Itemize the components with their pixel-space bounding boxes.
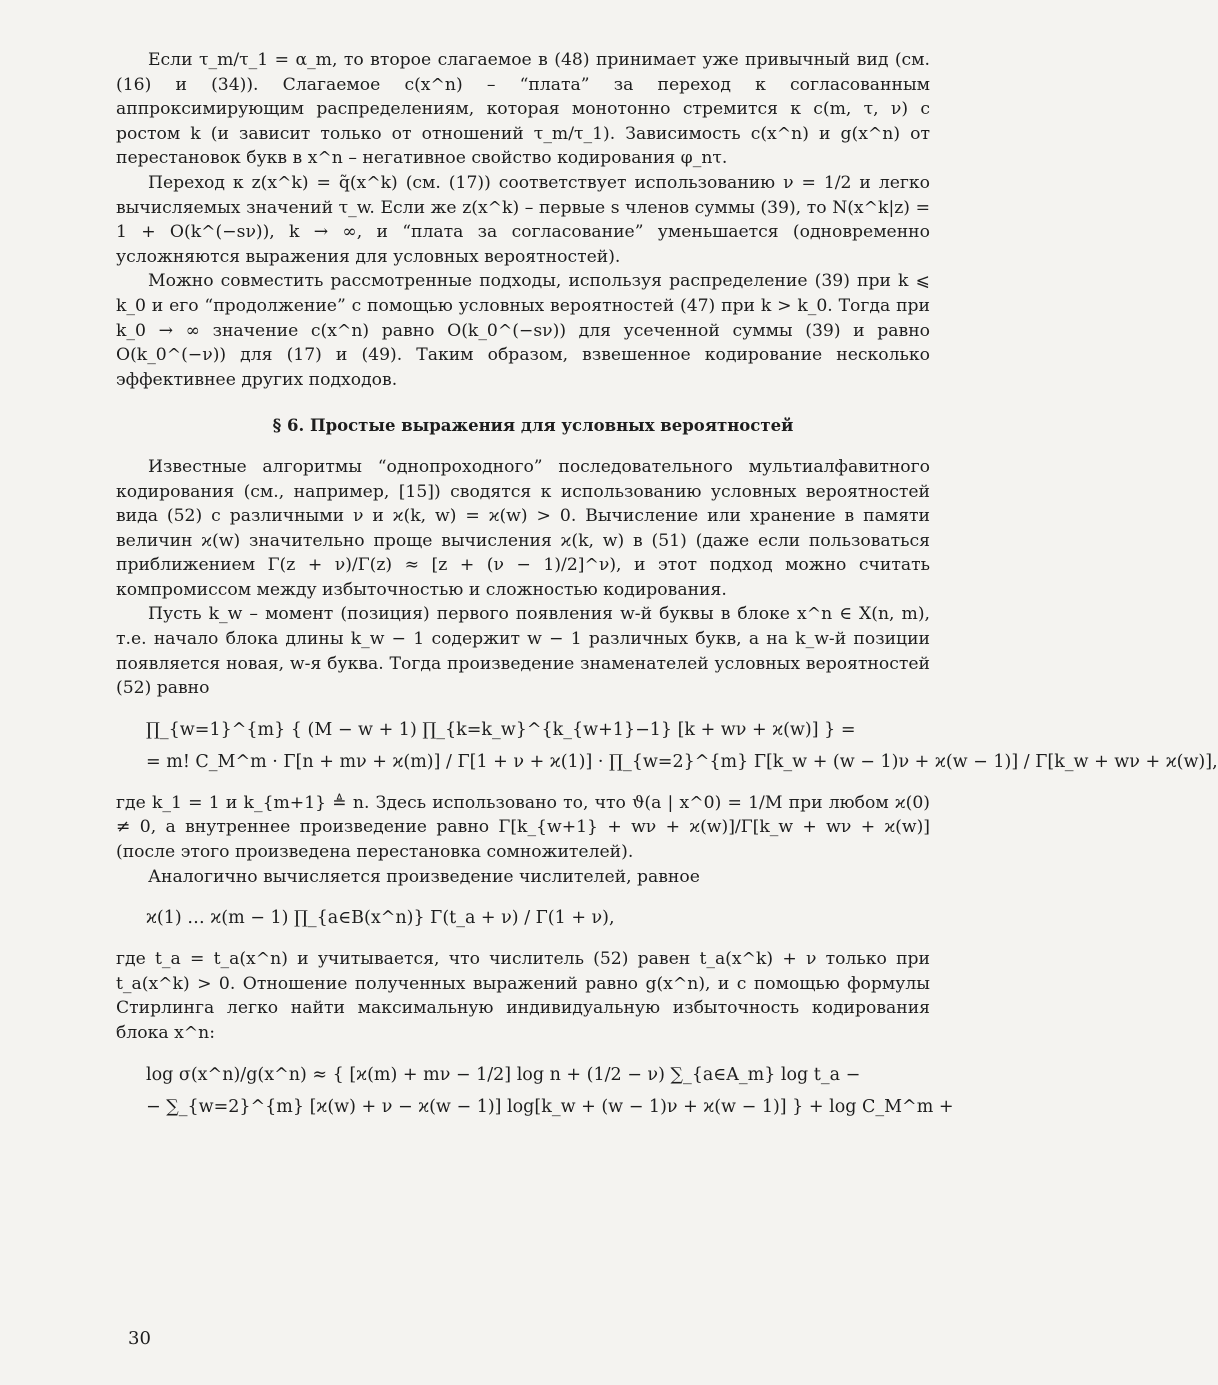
formula-numerators bbox=[146, 905, 930, 931]
section-title: § 6. Простые выражения для условных вероятностей bbox=[272, 416, 794, 436]
formula-1-line-1: ∏_{w=1}^{m} { (M − w + 1) ∏_{k=k_w}^{k_{w+1}−1} [k + wν + ϰ(w)] } = bbox=[146, 719, 856, 740]
paragraph-numerators: Аналогично вычисляется произведение числителей, равное bbox=[148, 866, 700, 887]
formula-3-line-2: − ∑_{w=2}^{m} [ϰ(w) + ν − ϰ(w − 1)] log[k_w + (w − 1)ν + ϰ(w − 1)] } + log C_M^m + bbox=[146, 1096, 954, 1117]
paragraph-2: Переход к z(x^k) = q̃(x^k) (см. (17)) соответствует использованию ν = 1/2 и легко вычисляемых значений τ_w. Если же z(x^k) – первые s членов суммы (39), то N(x^k|z) = 1 + O(k^(−sν)), k → ∞, и “плата за согласование” уменьшается (одновременно усложняются выражения для условных вероятностей). bbox=[116, 172, 930, 267]
paragraph-1: Если τ_m/τ_1 = α_m, то второе слагаемое в (48) принимает уже привычный вид (см. (16) и (34)). Слагаемое c(x^n) – “плата” за переход к согласованным аппроксимирующим распределениям, которая монотонно стремится к c(m, τ, ν) с ростом k (и зависит только от отношений τ_m/τ_1). Зависимость c(x^n) и g(x^n) от перестановок букв в x^n – негативное свойство кодирования φ_nτ. bbox=[116, 50, 930, 169]
paragraph-where-2: где t_a = t_a(x^n) и учитывается, что числитель (52) равен t_a(x^k) + ν только при t_a(x^k) > 0. Отношение полученных выражений равно g(x^n), и с помощью формулы Стирлинга легко найти максимальную индивидуальную избыточность кодирования блока x^n: bbox=[116, 949, 930, 1043]
page-number: 30 bbox=[128, 1328, 151, 1349]
formula-3-line-1: log σ(x^n)/g(x^n) ≈ { [ϰ(m) + mν − 1/2] log n + (1/2 − ν) ∑_{a∈A_m} log t_a − bbox=[146, 1064, 861, 1085]
paragraph-4: Известные алгоритмы “однопроходного” последовательного мультиалфавитного кодирования (см., например, [15]) сводятся к использованию условных вероятностей вида (52) с различными ν и ϰ(k, w) = ϰ(w) > 0. Вычисление или хранение в памяти величин ϰ(w) значительно проще вычисления ϰ(k, w) в (51) (даже если пользоваться приближением Γ(z + ν)/Γ(z) ≈ [z + (ν − 1)/2]^ν), и этот подход можно считать компромиссом между избыточностью и сложностью кодирования. bbox=[116, 456, 930, 600]
paragraph-3: Можно совместить рассмотренные подходы, используя распределение (39) при k ⩽ k_0 и его “продолжение” с помощью условных вероятностей (47) при k > k_0. Тогда при k_0 → ∞ значение c(x^n) равно O(k_0^(−sν)) для усеченной суммы (39) и равно O(k_0^(−ν)) для (17) и (49). Таким образом, взвешенное кодирование несколько эффективнее других подходов. bbox=[116, 271, 930, 390]
formula-2-line: ϰ(1) … ϰ(m − 1) ∏_{a∈B(x^n)} Γ(t_a + ν) / Γ(1 + ν), bbox=[146, 908, 615, 929]
paragraph-where-1: где k_1 = 1 и k_{m+1} ≜ n. Здесь использовано то, что ϑ(a | x^0) = 1/M при любом ϰ(0) ≠ 0, а внутреннее произведение равно Γ[k_{w+1} + wν + ϰ(w)]/Γ[k_w + wν + ϰ(w)] (после этого произведена перестановка сомножителей). bbox=[116, 792, 930, 863]
formula-denominators bbox=[146, 717, 1218, 775]
formula-redundancy bbox=[146, 1062, 954, 1120]
formula-1-line-2: = m! C_M^m · Γ[n + mν + ϰ(m)] / Γ[1 + ν + ϰ(1)] · ∏_{w=2}^{m} Γ[k_w + (w − 1)ν + ϰ(w − 1)] / Γ[k_w + wν + ϰ(w)], bbox=[146, 751, 1218, 772]
paragraph-5: Пусть k_w – момент (позиция) первого появления w-й буквы в блоке x^n ∈ X(n, m), т.е. начало блока длины k_w − 1 содержит w − 1 различных букв, а на k_w-й позиции появляется новая, w-я буква. Тогда произведение знаменателей условных вероятностей (52) равно bbox=[116, 604, 930, 699]
page-body bbox=[116, 48, 1218, 1136]
